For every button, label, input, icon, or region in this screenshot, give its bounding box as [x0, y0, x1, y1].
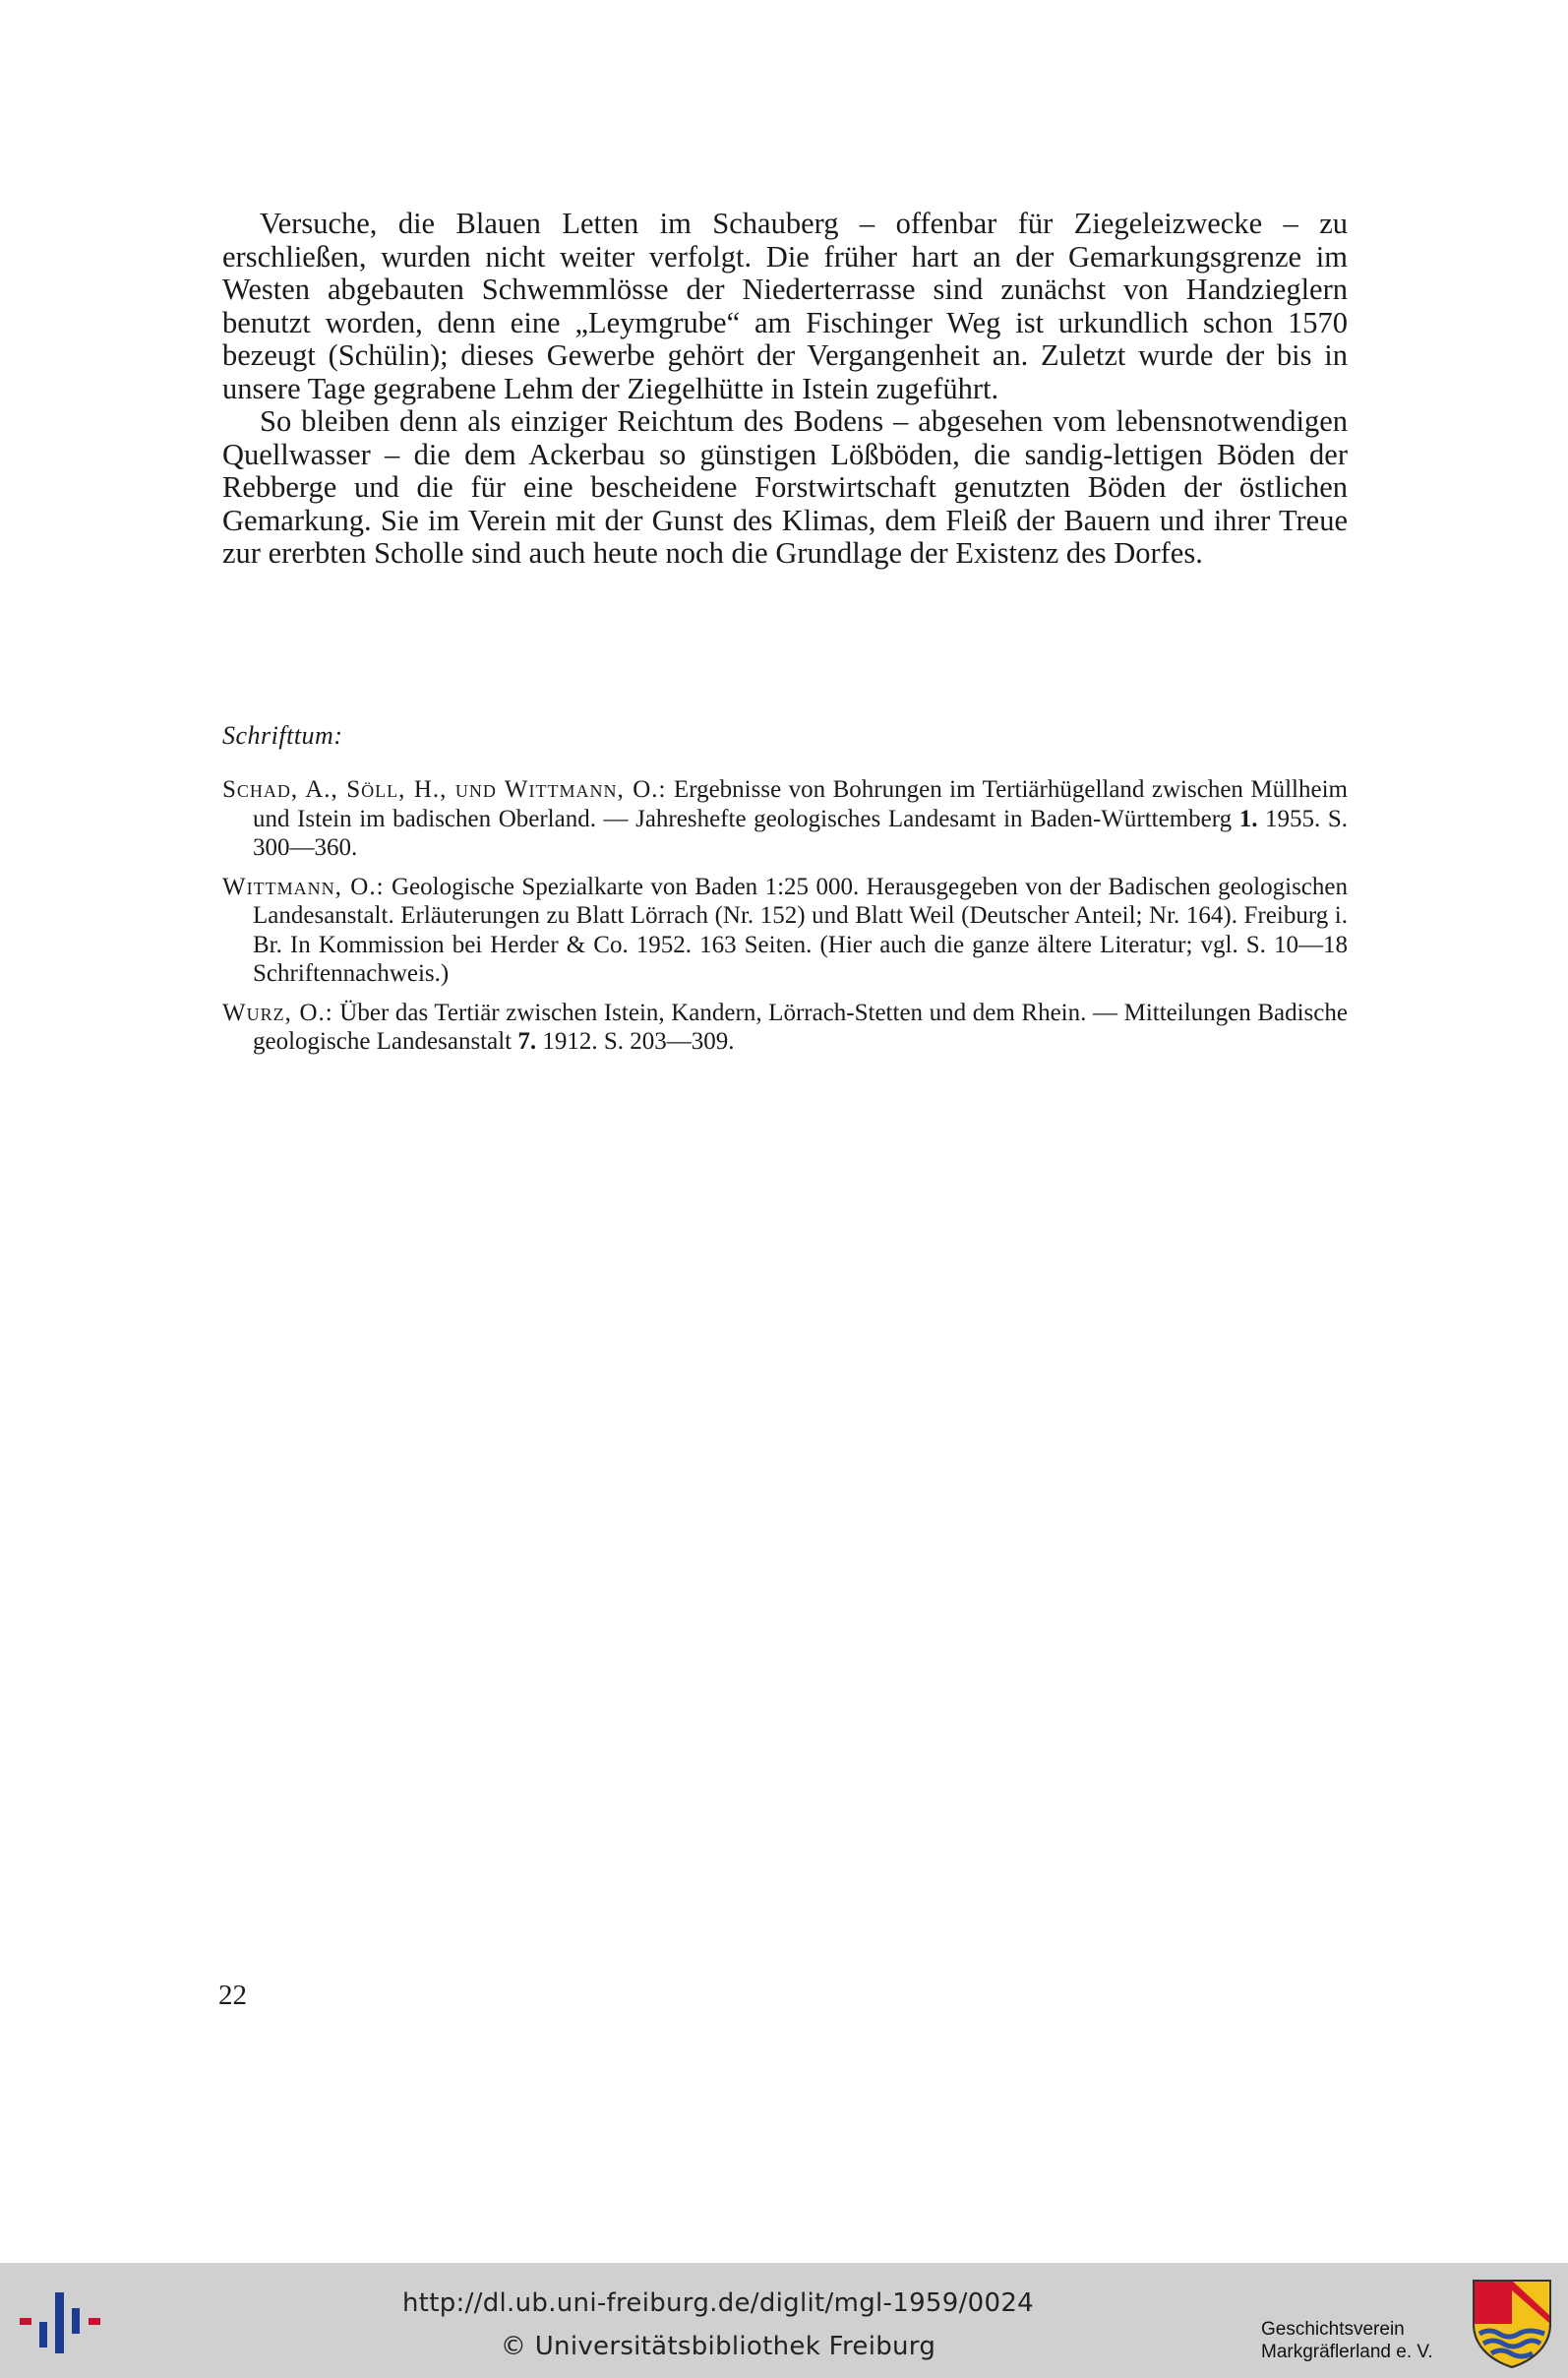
reference-text: Über das Tertiär zwischen Istein, Kandern, Lörrach-Stetten und dem Rhein. — Mitteilungen Badische geologische Landesanstalt [253, 999, 1348, 1055]
paragraph: Versuche, die Blauen Letten im Schauberg – offenbar für Ziegeleizwecke – zu erschließen, wurden nicht weiter verfolgt. Die früher hart an der Gemarkungsgrenze im Westen abgebauten Schwemmlösse der Niederterrasse sind zunächst von Handzieglern benutzt worden, denn eine „Leymgrube“ am Fischinger Weg ist urkundlich schon 1570 bezeugt (Schülin); dieses Gewerbe gehört der Vergangenheit an. Zuletzt wurde der bis in unsere Tage gegrabene Lehm der Ziegelhütte in Istein zugeführt. [222, 207, 1348, 405]
reference-author: Wittmann, O.: [222, 873, 385, 900]
society-name-line: Geschichtsverein [1261, 2319, 1405, 2340]
society-name-line: Markgräflerland e. V. [1261, 2342, 1433, 2362]
body-text [222, 208, 1348, 571]
reference-author: Schad, A., Söll, H., und Wittmann, O.: [222, 776, 667, 803]
footer-url-link[interactable]: http://dl.ub.uni-freiburg.de/diglit/mgl-1959/0024 [401, 2288, 1035, 2318]
reference-author: Wurz, O.: [222, 999, 333, 1026]
reference-list [222, 775, 1348, 1067]
paragraph: So bleiben denn als einziger Reichtum des Bodens – abgesehen vom lebensnotwendigen Quellwasser – die dem Ackerbau so günstigen Lößböden, die sandig-lettigen Böden der Rebberge und die für eine bescheidene Forstwirtschaft genutzten Böden der östlichen Gemarkung. Sie im Verein mit der Gunst des Klimas, dem Fleiß der Bauern und ihrer Treue zur ererbten Scholle sind auch heute noch die Grundlage der Existenz des Dorfes. [222, 404, 1348, 570]
reference-volume: 7. [517, 1028, 537, 1055]
reference-text: Geologische Spezialkarte von Baden 1:25 000. Herausgegeben von der Badischen geologischen Landesanstalt. Erläuterungen zu Blatt Lörrach (Nr. 152) und Blatt Weil (Deutscher Anteil; Nr. 164). Freiburg i. Br. In Kommission bei Herder & Co. 1952. 163 Seiten. (Hier auch die ganze ältere Literatur; vgl. S. 10—18 Schriftennachweis.) [253, 873, 1348, 987]
reference-text: 1912. S. 203—309. [536, 1028, 735, 1055]
society-name [1261, 2318, 1433, 2363]
reference-item [222, 775, 1348, 863]
reference-text: Ergebnisse von Bohrungen im Tertiärhügelland zwischen Müllheim und Istein im badischen Oberland. — Jahreshefte geologisches Landesamt in Baden-Württemberg [253, 776, 1348, 832]
society-crest-icon [1470, 2277, 1554, 2369]
literature-heading: Schrifttum: [222, 721, 343, 750]
footer-copyright: © Universitätsbibliothek Freiburg [500, 2332, 936, 2361]
reference-item [222, 873, 1348, 989]
viewer-footer [0, 2263, 1568, 2378]
reference-item [222, 999, 1348, 1057]
page-number: 22 [218, 1980, 247, 2011]
university-library-logo-icon [18, 2287, 102, 2357]
reference-text: 1955. S. 300—360. [253, 805, 1349, 861]
reference-volume: 1. [1238, 805, 1258, 832]
